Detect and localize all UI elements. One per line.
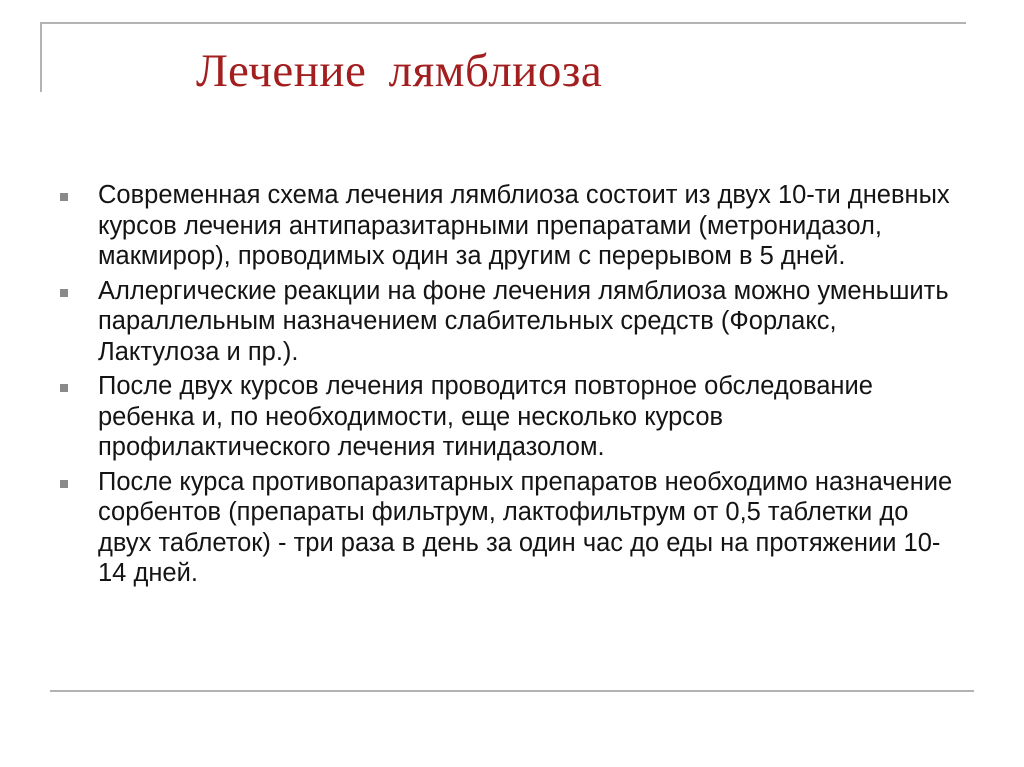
square-bullet-icon	[60, 384, 68, 392]
bullet-text: После двух курсов лечения проводится повторное обследование ребенка и, по необходимости, еще несколько курсов профилактического лечения тинидазолом.	[98, 372, 873, 461]
bullet-item	[60, 276, 960, 368]
bullet-text: Аллергические реакции на фоне лечения лямблиоза можно уменьшить параллельным назначением слабительных средств (Форлакс, Лактулоза и пр.).	[98, 276, 949, 366]
bullet-item	[60, 371, 960, 463]
bullet-item	[60, 180, 960, 272]
left-divider	[40, 22, 42, 92]
top-divider	[40, 22, 966, 24]
bullet-text: После курса противопаразитарных препаратов необходимо назначение сорбентов (препараты фильтрум, лактофильтрум от 0,5 таблетки до двух таблеток) - три раза в день за один час до еды на протяжении 10-14 дней.	[98, 467, 953, 587]
bottom-divider	[50, 690, 974, 692]
square-bullet-icon	[60, 289, 68, 297]
bullet-list	[60, 180, 960, 593]
slide-title: Лечение лямблиоза	[196, 45, 603, 97]
bullet-item	[60, 467, 960, 589]
square-bullet-icon	[60, 480, 68, 488]
square-bullet-icon	[60, 193, 68, 201]
bullet-text: Современная схема лечения лямблиоза состоит из двух 10-ти дневных курсов лечения антипаразитарными препаратами (метронидазол, макмирор), проводимых один за другим с перерывом в 5 дней.	[98, 181, 950, 270]
